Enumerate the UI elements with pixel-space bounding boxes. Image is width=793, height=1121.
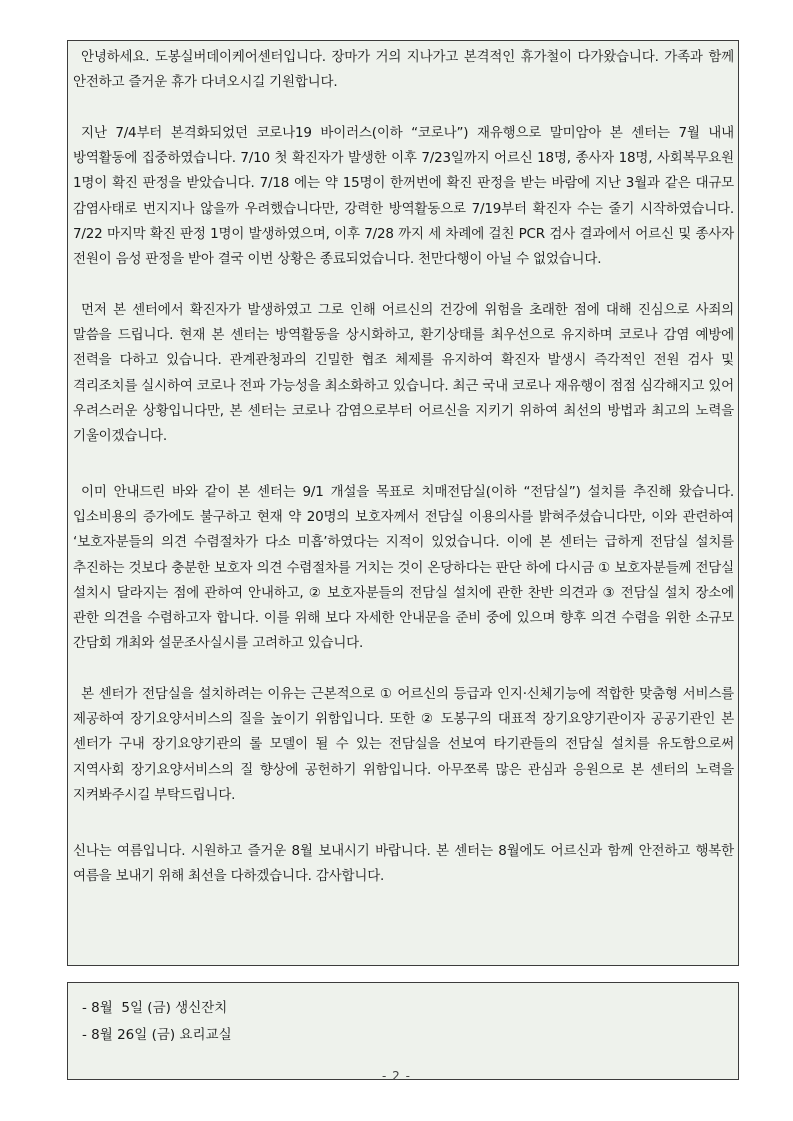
schedule-box bbox=[67, 982, 739, 1080]
apology-prevention-paragraph: 먼저 본 센터에서 확진자가 발생하였고 그로 인해 어르신의 건강에 위험을 초래한 점에 대해 진심으로 사죄의 말씀을 드립니다. 현재 본 센터는 방역활동을 상시화하고, 환기상태를 최우선으로 유지하며 코로나 감염 예방에 전력을 다하고 있습니다. 관계관청과의 긴밀한 협조 체제를 유지하여 확진자 발생시 즉각적인 전원 검사 및 격리조치를 실시하여 코로나 전파 가능성을 최소화하고 있습니다. 최근 국내 코로나 재유행이 점점 심각해지고 있어 우려스러운 상황입니다만, 본 센터는 코로나 감염으로부터 어르신을 지키기 위하여 최선의 방법과 최고의 노력을 기울이겠습니다. bbox=[73, 302, 734, 445]
dementia-room-plan-paragraph: 이미 안내드린 바와 같이 본 센터는 9/1 개설을 목표로 치매전담실(이하 “전담실”) 설치를 추진해 왔습니다. 입소비용의 증가에도 불구하고 현재 약 20명의 보호자께서 전담실 이용의사를 밝혀주셨습니다만, 이와 관련하여 ‘보호자분들의 의견 수렴절차가 다소 미흡’하였다는 지적이 있었습니다. 이에 본 센터는 급하게 전담실 설치를 추진하는 것보다 충분한 보호자 의견 수렴절차를 거치는 것이 온당하다는 판단 하에 다시금 ① 보호자분들께 전담실 설치시 달라지는 점에 관하여 안내하고, ② 보호자분들의 전담실 설치에 관한 찬반 의견과 ③ 전담실 설치 장소에 관한 의견을 수렴하고자 합니다. 이를 위해 보다 자세한 안내문을 준비 중에 있으며 향후 의견 수렴을 위한 소규모 간담회 개최와 설문조사실시를 고려하고 있습니다. bbox=[73, 484, 734, 652]
letter-box bbox=[67, 40, 739, 966]
dementia-room-purpose-paragraph: 본 센터가 전담실을 설치하려는 이유는 근본적으로 ① 어르신의 등급과 인지·신체기능에 적합한 맞춤형 서비스를 제공하여 장기요양서비스의 질을 높이기 위함입니다. 또한 ② 도봉구의 대표적 장기요양기관이자 공공기관인 본 센터가 구내 장기요양기관의 롤 모델이 될 수 있는 전담실을 선보여 타기관들의 전담실 설치를 유도함으로써 지역사회 장기요양서비스의 질 향상에 공헌하기 위함입니다. 아무쪼록 많은 관심과 응원으로 본 센터의 노력을 지켜봐주시길 부탁드립니다. bbox=[73, 686, 734, 803]
covid-outbreak-paragraph: 지난 7/4부터 본격화되었던 코로나19 바이러스(이하 “코로나”) 재유행으로 말미암아 본 센터는 7월 내내 방역활동에 집중하였습니다. 7/10 첫 확진자가 발생한 이후 7/23일까지 어르신 18명, 종사자 18명, 사회복무요원 1명이 확진 판정을 받았습니다. 7/18 에는 약 15명이 한꺼번에 확진 판정을 받는 바람에 지난 3월과 같은 대규모 감염사태로 번지지나 않을까 우려했습니다만, 강력한 방역활동으로 7/19부터 확진자 수는 줄기 시작하였습니다. 7/22 마지막 확진 판정 1명이 발생하였으며, 이후 7/28 까지 세 차례에 걸친 PCR 검사 결과에서 어르신 및 종사자 전원이 음성 판정을 받아 결국 이번 상황은 종료되었습니다. 천만다행이 아닐 수 없었습니다. bbox=[73, 125, 734, 268]
schedule-item: - 8월 5일 (금) 생신잔치 bbox=[82, 1000, 228, 1016]
closing-paragraph: 신나는 여름입니다. 시원하고 즐거운 8월 보내시기 바랍니다. 본 센터는 8월에도 어르신과 함께 안전하고 행복한 여름을 보내기 위해 최선을 다하겠습니다. 감사합니다. bbox=[73, 843, 734, 885]
page-number: - 2 - bbox=[382, 1069, 411, 1083]
greeting-paragraph: 안녕하세요. 도봉실버데이케어센터입니다. 장마가 거의 지나가고 본격적인 휴가철이 다가왔습니다. 가족과 함께 안전하고 즐거운 휴가 다녀오시길 기원합니다. bbox=[73, 49, 734, 91]
schedule-item: - 8월 26일 (금) 요리교실 bbox=[82, 1027, 232, 1043]
